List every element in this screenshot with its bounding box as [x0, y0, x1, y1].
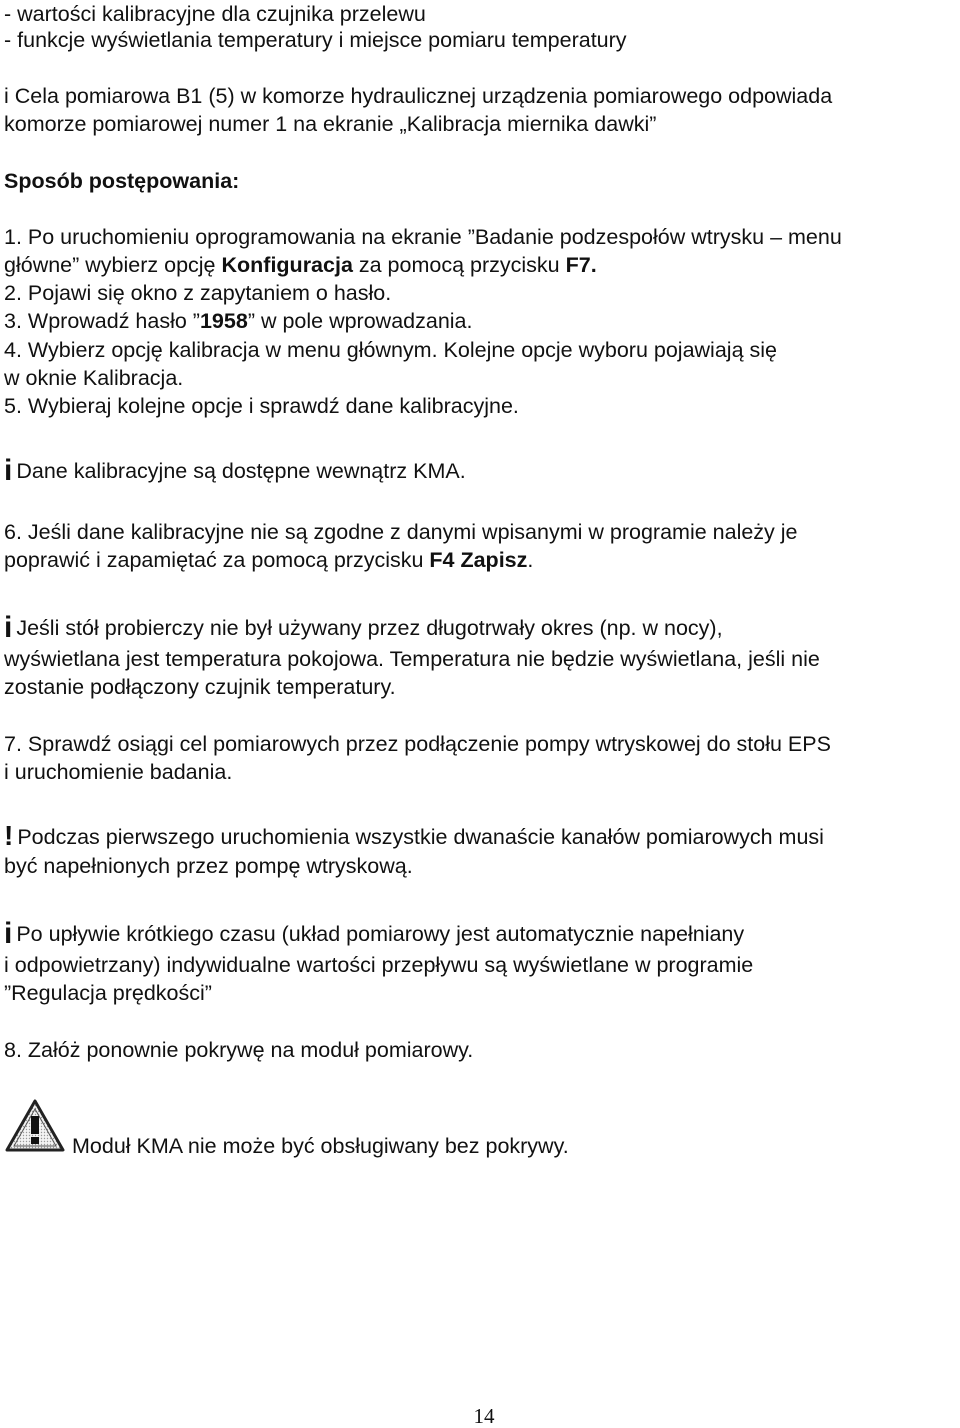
step-6-line-1: 6. Jeśli dane kalibracyjne nie są zgodne z danymi wpisanymi w programie należy je: [4, 520, 798, 544]
info-icon: i: [4, 454, 13, 487]
info-note-3-line-1: [4, 917, 745, 950]
step-6-f4-key: F4 Zapisz: [429, 548, 528, 572]
intro-bullet-2: - funkcje wyświetlania temperatury i miejsce pomiaru temperatury: [4, 28, 627, 52]
step-5: 5. Wybieraj kolejne opcje i sprawdź dane kalibracyjne.: [4, 394, 519, 418]
step-6-text-b: .: [527, 548, 534, 572]
step-3: [4, 307, 472, 335]
step-1-f7-key: F7.: [565, 253, 597, 277]
section-heading: Sposób postępowania:: [4, 169, 240, 193]
step-1-konfiguracja: Konfiguracja: [221, 253, 353, 277]
warning-note-2-text: Moduł KMA nie może być obsługiwany bez pokrywy.: [72, 1134, 569, 1158]
step-6-line-2: [4, 546, 533, 574]
step-1-line-1: 1. Po uruchomieniu oprogramowania na ekranie ”Badanie podzespołów wtrysku – menu: [4, 225, 842, 249]
info-icon: i: [4, 611, 13, 644]
step-3-password: 1958: [199, 309, 248, 333]
info-note-3-line-3: ”Regulacja prędkości”: [4, 981, 212, 1005]
info-note-2-text-1: Jeśli stół probierczy nie był używany przez długotrwały okres (np. w nocy),: [16, 616, 723, 640]
info-note-2-line-1: [4, 611, 723, 644]
cell-note-line-1: i Cela pomiarowa B1 (5) w komorze hydraulicznej urządzenia pomiarowego odpowiada: [4, 84, 833, 108]
step-3-text-b: ” w pole wprowadzania.: [247, 309, 473, 333]
info-note-1-text: Dane kalibracyjne są dostępne wewnątrz KMA.: [16, 459, 466, 483]
step-4-line-1: 4. Wybierz opcję kalibracja w menu głównym. Kolejne opcje wyboru pojawiają się: [4, 338, 777, 362]
cell-note-line-2: komorze pomiarowej numer 1 na ekranie „Kalibracja miernika dawki”: [4, 112, 657, 136]
info-note-3-line-2: i odpowietrzany) indywidualne wartości przepływu są wyświetlane w programie: [4, 953, 754, 977]
info-note-2-line-2: wyświetlana jest temperatura pokojowa. Temperatura nie będzie wyświetlana, jeśli nie: [4, 647, 820, 671]
step-1-line-2: [4, 251, 597, 279]
info-note-3-text-1: Po upływie krótkiego czasu (układ pomiarowy jest automatycznie napełniany: [16, 922, 745, 946]
info-note-2-line-3: zostanie podłączony czujnik temperatury.: [4, 675, 396, 699]
warning-note-1-line-2: być napełnionych przez pompę wtryskową.: [4, 854, 413, 878]
info-icon: i: [4, 917, 13, 950]
step-6-text-a: poprawić i zapamiętać za pomocą przycisku: [4, 548, 430, 572]
step-1-text-b: za pomocą przycisku: [352, 253, 566, 277]
warning-triangle-icon: [4, 1098, 66, 1154]
step-3-text-a: 3. Wprowadź hasło ”: [4, 309, 200, 333]
warning-note-1-line-1: [4, 822, 824, 851]
intro-bullet-1: - wartości kalibracyjne dla czujnika przelewu: [4, 2, 426, 26]
step-4-line-2: w oknie Kalibracja.: [4, 366, 184, 390]
step-7-line-2: i uruchomienie badania.: [4, 760, 233, 784]
step-7-line-1: 7. Sprawdź osiągi cel pomiarowych przez podłączenie pompy wtryskowej do stołu EPS: [4, 732, 831, 756]
step-2: 2. Pojawi się okno z zapytaniem o hasło.: [4, 281, 392, 305]
info-note-1: [4, 454, 466, 487]
step-1-text-a: główne” wybierz opcję: [4, 253, 222, 277]
step-8: 8. Załóż ponownie pokrywę na moduł pomiarowy.: [4, 1038, 474, 1062]
page-number: 14: [473, 1404, 495, 1428]
warning-note-1-text-1: Podczas pierwszego uruchomienia wszystkie dwanaście kanałów pomiarowych musi: [17, 825, 824, 849]
exclamation-icon: !: [4, 820, 14, 851]
